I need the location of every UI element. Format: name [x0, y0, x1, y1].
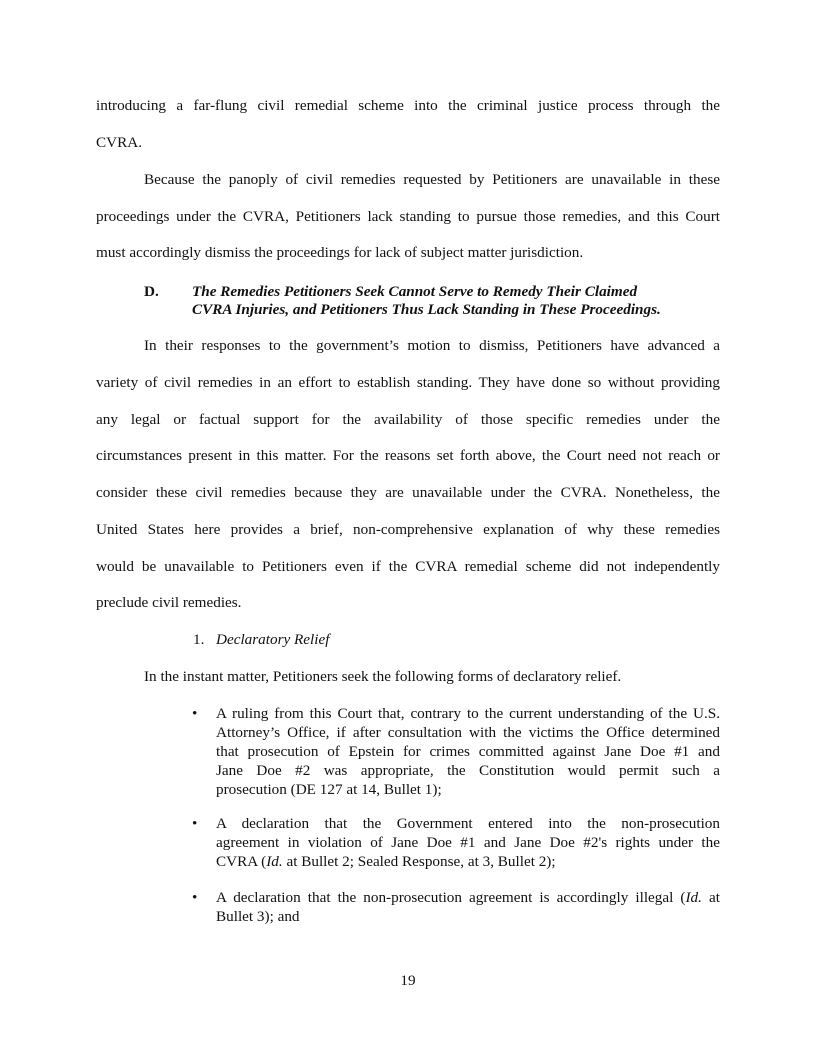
bullet-line: [216, 888, 720, 907]
paragraph-line: In their responses to the government’s motion to dismiss, Petitioners have advanced a: [144, 337, 720, 354]
bullet-line: [216, 852, 720, 871]
document-page: [96, 0, 720, 1056]
paragraph-line: CVRA.: [96, 134, 142, 151]
bullet-icon: •: [192, 705, 198, 722]
bullet-line: Bullet 3); and: [216, 908, 300, 925]
bullet-line: that prosecution of Epstein for crimes committed against Jane Doe #1 and: [216, 743, 720, 760]
section-heading-line: CVRA Injuries, and Petitioners Thus Lack Standing in These Proceedings.: [192, 301, 661, 318]
paragraph-line: must accordingly dismiss the proceedings for lack of subject matter jurisdiction.: [96, 244, 584, 261]
bullet-text-segment: at: [701, 889, 721, 906]
paragraph-line: United States here provides a brief, non-comprehensive explanation of why these remedies: [96, 521, 720, 538]
bullet-line: agreement in violation of Jane Doe #1 and Jane Doe #2's rights under the: [216, 834, 720, 851]
section-letter: D.: [144, 283, 159, 300]
paragraph-line: proceedings under the CVRA, Petitioners lack standing to pursue those remedies, and this Court: [96, 208, 720, 225]
citation-id: Id.: [685, 889, 702, 906]
bullet-item: [216, 704, 720, 799]
citation-id: Id.: [266, 853, 283, 870]
paragraph-line: introducing a far-flung civil remedial scheme into the criminal justice process through the: [96, 97, 720, 114]
paragraph-line: circumstances present in this matter. For the reasons set forth above, the Court need not reach or: [96, 447, 720, 464]
bullet-line: prosecution (DE 127 at 14, Bullet 1);: [216, 781, 442, 798]
subheading-title: Declaratory Relief: [216, 631, 330, 648]
bullet-item: [216, 814, 720, 871]
bullet-text-segment: CVRA (: [216, 853, 267, 870]
bullet-item: [216, 888, 720, 926]
paragraph-line: any legal or factual support for the availability of those specific remedies under the: [96, 411, 720, 428]
bullet-icon: •: [192, 889, 198, 906]
paragraph-line: would be unavailable to Petitioners even if the CVRA remedial scheme did not independently: [96, 558, 720, 575]
bullet-text-segment: at Bullet 2; Sealed Response, at 3, Bullet 2);: [282, 853, 556, 870]
page-number: 19: [400, 972, 416, 989]
section-heading-line: The Remedies Petitioners Seek Cannot Serve to Remedy Their Claimed: [192, 283, 638, 300]
subheading-number: 1.: [193, 631, 205, 648]
bullet-line: Attorney’s Office, if after consultation with the victims the Office determined: [216, 724, 720, 741]
paragraph-line: preclude civil remedies.: [96, 594, 242, 611]
bullet-text-segment: A declaration that the non-prosecution agreement is accordingly illegal (: [216, 889, 686, 906]
paragraph-line: Because the panoply of civil remedies requested by Petitioners are unavailable in these: [144, 171, 720, 188]
bullet-line: A declaration that the Government entered into the non-prosecution: [216, 815, 720, 832]
bullet-line: A ruling from this Court that, contrary to the current understanding of the U.S.: [216, 705, 720, 722]
intro-sentence: In the instant matter, Petitioners seek the following forms of declaratory relief.: [144, 668, 622, 685]
paragraph-line: variety of civil remedies in an effort to establish standing. They have done so without providing: [96, 374, 720, 391]
bullet-icon: •: [192, 815, 198, 832]
paragraph-line: consider these civil remedies because they are unavailable under the CVRA. Nonetheless, the: [96, 484, 720, 501]
bullet-line: Jane Doe #2 was appropriate, the Constitution would permit such a: [216, 762, 720, 779]
